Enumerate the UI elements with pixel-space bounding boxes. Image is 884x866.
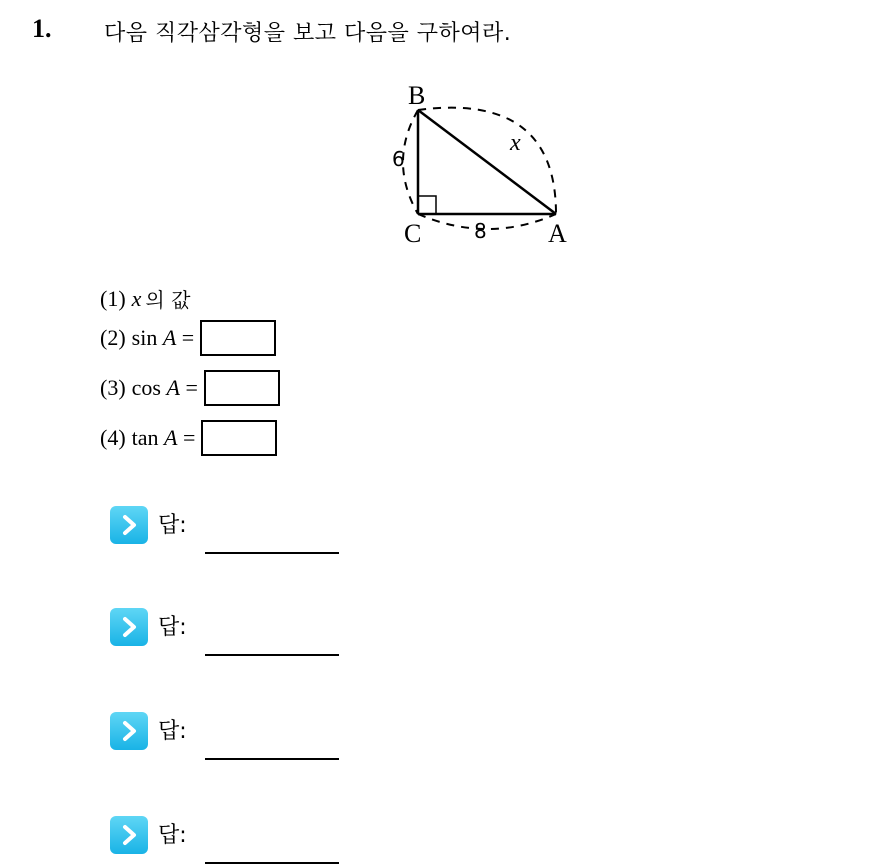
answer-row-4 [110, 816, 339, 864]
label-c: C [404, 219, 422, 248]
subquestion-1: (1) x 의 값 [100, 285, 191, 312]
label-side-bc: 6 [392, 147, 405, 171]
label-side-ab: x [510, 130, 521, 156]
chevron-right-icon [110, 816, 148, 854]
label-side-ca: 8 [474, 219, 487, 243]
arc-ca [418, 214, 556, 229]
side-ab [418, 110, 556, 214]
answer-row-2 [110, 608, 339, 656]
chevron-right-icon [110, 506, 148, 544]
subquestion-3: (3) cos A = [100, 370, 280, 406]
answer-label: 답: [158, 513, 187, 538]
answer-line[interactable] [205, 726, 339, 760]
subquestion-4: (4) tan A = [100, 420, 277, 456]
answer-label: 답: [158, 615, 187, 640]
question-text: 다음 직각삼각형을 보고 다음을 구하여라. [104, 21, 512, 46]
label-a: A [548, 219, 567, 248]
arc-bc [403, 110, 418, 214]
right-triangle-figure [380, 78, 580, 248]
subquestion-2: (2) sin A = [100, 320, 276, 356]
question-number: 1. [32, 14, 52, 43]
answer-label: 답: [158, 719, 187, 744]
answer-box-cos[interactable] [204, 370, 280, 406]
chevron-right-icon [110, 712, 148, 750]
answer-line[interactable] [205, 622, 339, 656]
answer-line[interactable] [205, 520, 339, 554]
answer-box-tan[interactable] [201, 420, 277, 456]
answer-label: 답: [158, 823, 187, 848]
answer-row-3 [110, 712, 339, 760]
chevron-right-icon [110, 608, 148, 646]
answer-box-sin[interactable] [200, 320, 276, 356]
answer-line[interactable] [205, 830, 339, 864]
label-b: B [408, 81, 426, 110]
answer-row-1 [110, 506, 339, 554]
right-angle-mark [418, 196, 436, 214]
